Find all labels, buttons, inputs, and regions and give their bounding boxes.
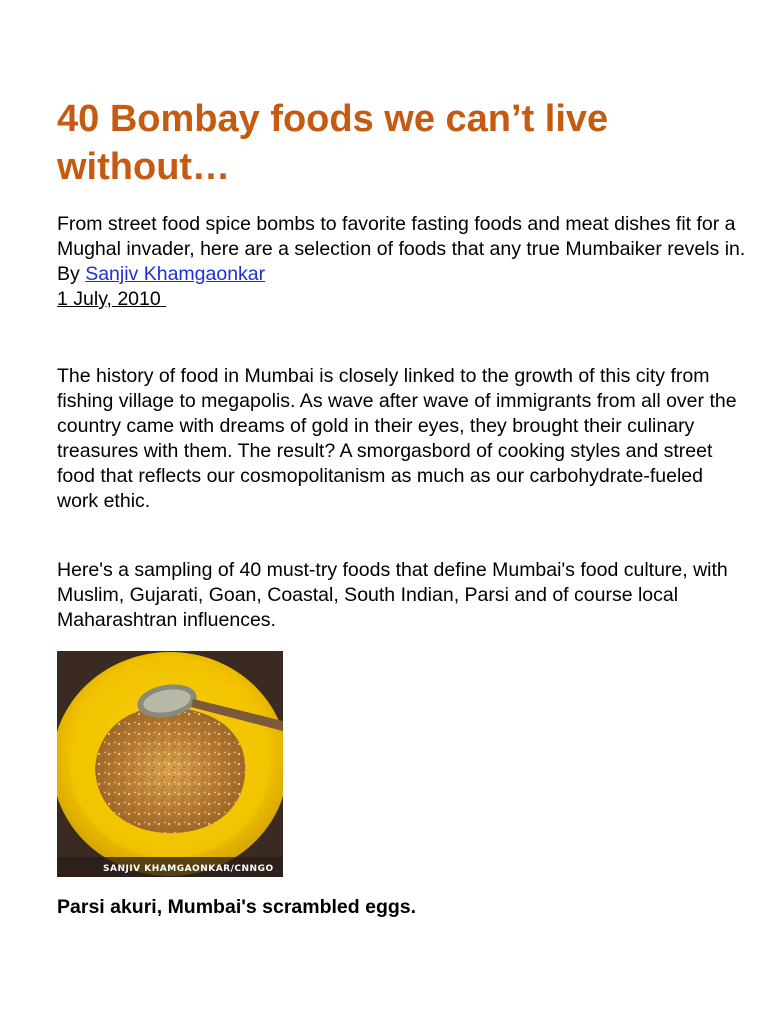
photo-caption: Parsi akuri, Mumbai's scrambled eggs.	[57, 896, 417, 918]
publish-date-line	[57, 287, 747, 312]
body-paragraph-2: Here's a sampling of 40 must-try foods that define Mumbai's food culture, with Muslim, Gujarati, Goan, Coastal, South Indian, Parsi and of course local Maharashtran influences.	[57, 559, 728, 631]
photo-watermark: SANJIV KHAMGAONKAR/CNNGO	[103, 864, 274, 874]
byline-prefix: By	[57, 263, 80, 285]
article-lede	[57, 212, 747, 312]
lede-text: From street food spice bombs to favorite fasting foods and meat dishes fit for a Mughal invader, here are a selection of foods that any true Mumbaiker revels in.	[57, 213, 746, 260]
food-photo	[57, 651, 283, 877]
publish-date: 1 July, 2010	[57, 288, 161, 310]
byline	[57, 262, 747, 287]
article-title: 40 Bombay foods we can’t live without…	[57, 98, 609, 188]
author-link[interactable]: Sanjiv Khamgaonkar	[85, 263, 266, 285]
body-paragraph-1: The history of food in Mumbai is closely linked to the growth of this city from fishing village to megapolis. As wave after wave of immigrants from all over the country came with dreams of gold in their eyes, they brought their culinary treasures with them. The result? A smorgasbord of cooking styles and street food that reflects our cosmopolitanism as much as our carbohydrate-fueled work ethic.	[57, 365, 737, 512]
